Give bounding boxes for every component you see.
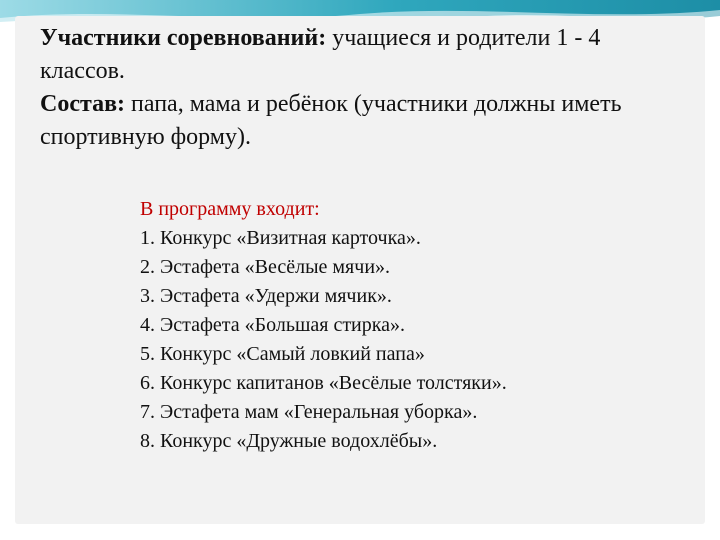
participants-text: учащиеся и родители 1 - 4 классов. <box>40 25 601 84</box>
program-item-2: 2. Эстафета «Весёлые мячи». <box>140 256 391 278</box>
program-list <box>140 224 700 456</box>
program-item-1: 1. Конкурс «Визитная карточка». <box>140 227 421 249</box>
composition-label: Состав: <box>40 91 126 117</box>
composition-text: папа, мама и ребёнок (участники должны иметь спортивную форму). <box>40 91 622 150</box>
program-item-3: 3. Эстафета «Удержи мячик». <box>140 285 392 307</box>
program-section <box>140 195 700 456</box>
composition-paragraph <box>40 88 690 154</box>
program-item-4: 4. Эстафета «Большая стирка». <box>140 314 406 336</box>
program-item-7: 7. Эстафета мам «Генеральная уборка». <box>140 401 478 423</box>
program-item-8: 8. Конкурс «Дружные водохлёбы». <box>140 430 438 452</box>
participants-label: Участники соревнований: <box>40 25 327 51</box>
header-text <box>40 22 690 154</box>
program-item-5: 5. Конкурс «Самый ловкий папа» <box>140 343 425 365</box>
program-item-6: 6. Конкурс капитанов «Весёлые толстяки». <box>140 372 507 394</box>
participants-paragraph <box>40 22 690 88</box>
program-title: В программу входит: <box>140 198 320 220</box>
